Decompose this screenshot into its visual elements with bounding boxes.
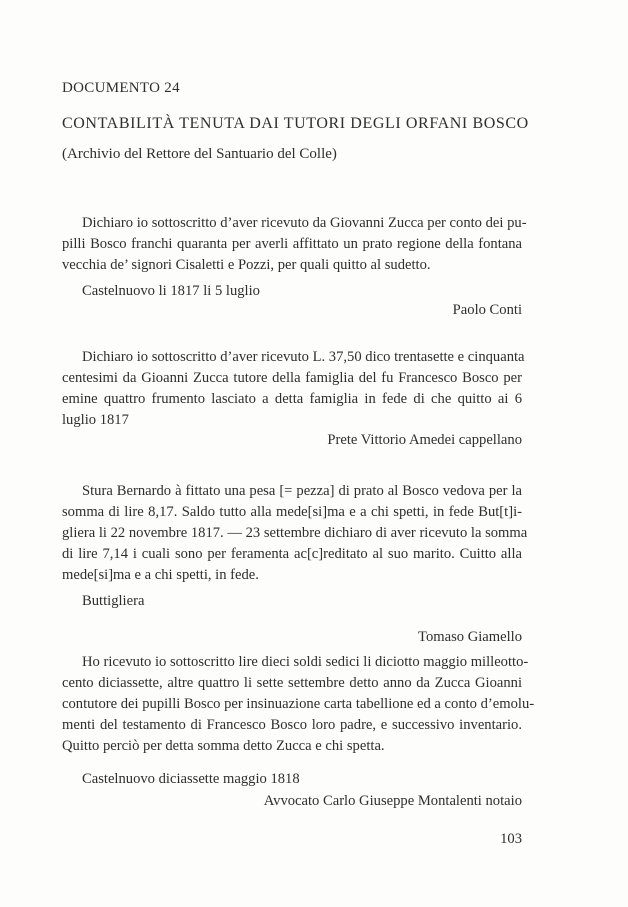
document-title: CONTABILITÀ TENUTA DAI TUTORI DEGLI ORFANI BOSCO [62, 115, 529, 132]
entry-line: Dichiaro io sottoscritto d’aver ricevuto da Giovanni Zucca per conto dei pu- [82, 215, 527, 231]
entry-3-signature: Tomaso Giamello [418, 629, 522, 645]
entry-line: luglio 1817 [62, 412, 129, 428]
entry-line: emine quattro frumento lasciato a detta famiglia in fede di che quitto ai 6 [62, 391, 522, 407]
entry-1-place-date: Castelnuovo li 1817 li 5 luglio [82, 283, 260, 299]
entry-line: mede[si]ma e a chi spetti, in fede. [62, 567, 259, 583]
entry-1 [62, 213, 527, 276]
entry-line: Dichiaro io sottoscritto d’aver ricevuto L. 37,50 dico trentasette e cinquanta [82, 349, 525, 365]
entry-4-signature: Avvocato Carlo Giuseppe Montalenti notaio [263, 793, 522, 809]
page-number: 103 [500, 831, 522, 847]
entry-3 [62, 481, 528, 586]
entry-4-place-date: Castelnuovo diciassette maggio 1818 [82, 771, 300, 787]
entry-3-place: Buttigliera [82, 593, 145, 609]
document-label: DOCUMENTO 24 [62, 80, 180, 96]
entry-line: Stura Bernardo à fittato una pesa [= pezza] di prato al Bosco vedova per la [82, 483, 522, 499]
entry-line: Quitto perciò per detta somma detto Zucca e chi spetta. [62, 738, 385, 754]
entry-line: centesimi da Gioanni Zucca tutore della famiglia del fu Francesco Bosco per [62, 370, 522, 386]
entry-2-signature: Prete Vittorio Amedei cappellano [327, 432, 522, 448]
entry-line: di lire 7,14 i cuali sono per feramenta ac[c]reditato al suo marito. Cuitto alla [62, 546, 522, 562]
entry-line: Ho ricevuto io sottoscritto lire dieci soldi sedici li diciotto maggio milleotto- [82, 654, 529, 670]
document-source: (Archivio del Rettore del Santuario del Colle) [62, 146, 337, 162]
entry-1-signature: Paolo Conti [452, 302, 522, 318]
entry-4 [62, 652, 535, 757]
entry-line: cento diciassette, altre quattro li sette settembre detto anno da Zucca Gioanni [62, 675, 522, 691]
entry-line: contutore dei pupilli Bosco per insinuazione carta tabellione ed a conto d’emolu- [62, 696, 535, 712]
entry-line: somma di lire 8,17. Saldo tutto alla mede[si]ma e a chi spetti, in fede But[t]i- [62, 504, 522, 520]
entry-line: menti del testamento di Francesco Bosco loro padre, e successivo inventario. [62, 717, 522, 733]
entry-2 [62, 347, 525, 431]
entry-line: vecchia de’ signori Cisaletti e Pozzi, per quali quitto al sudetto. [62, 257, 431, 273]
entry-line: gliera li 22 novembre 1817. — 23 settembre dichiaro di aver ricevuto la somma [62, 525, 528, 541]
entry-line: pilli Bosco franchi quaranta per averli affittato un prato regione della fontana [62, 236, 522, 252]
